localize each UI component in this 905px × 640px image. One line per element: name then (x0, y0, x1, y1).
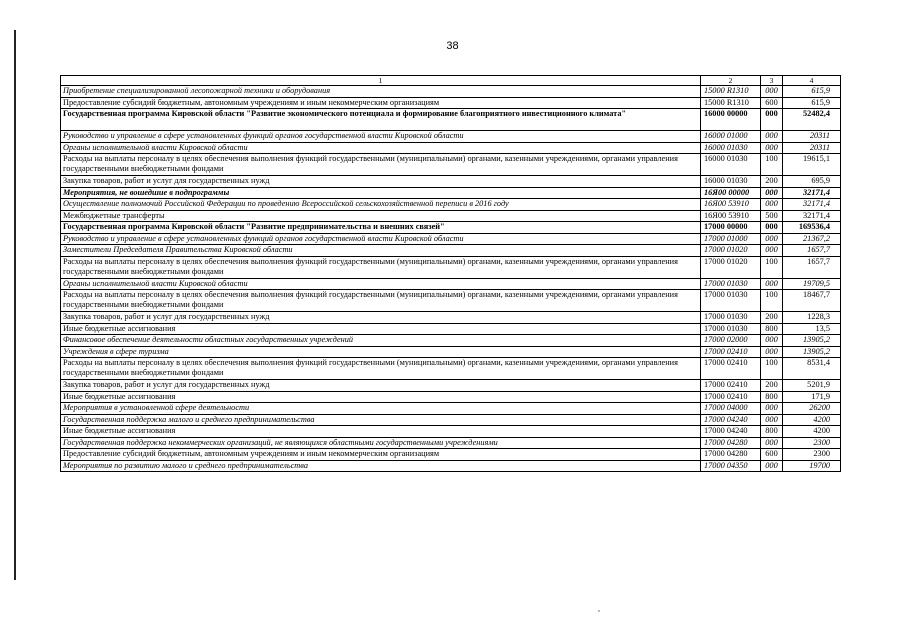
row-amount-cell: 18467,7 (783, 290, 841, 312)
row-name-cell: Учреждения в сфере туризма (61, 346, 701, 358)
row-name-cell: Закупка товаров, работ и услуг для государственных нужд (61, 312, 701, 324)
row-type-cell: 000 (761, 109, 783, 131)
table-row (61, 222, 841, 234)
table-row (61, 414, 841, 426)
row-code-cell: 16000 01030 (701, 142, 761, 154)
row-name-cell: Руководство и управление в сфере установленных функций органов государственной власти Кировской области (61, 233, 701, 245)
row-code-cell: 17000 04000 (701, 403, 761, 415)
row-code-cell: 17000 01030 (701, 312, 761, 324)
row-amount-cell: 19709,5 (783, 278, 841, 290)
row-code-cell: 17000 02000 (701, 335, 761, 347)
row-code-cell: 17000 01030 (701, 278, 761, 290)
row-name-cell: Межбюджетные трансферты (61, 210, 701, 222)
row-name-cell: Расходы на выплаты персоналу в целях обеспечения выполнения функций государственными (муниципальными) органами, казенными учреждениями, органами управления государственными внебюджетными фондами (61, 256, 701, 278)
budget-table (60, 75, 841, 472)
row-name-cell: Закупка товаров, работ и услуг для государственных нужд (61, 176, 701, 188)
row-name-cell: Предоставление субсидий бюджетным, автономным учреждениям и иным некоммерческим организациям (61, 449, 701, 461)
row-code-cell: 17000 01020 (701, 256, 761, 278)
row-type-cell: 000 (761, 346, 783, 358)
row-name-cell: Финансовое обеспечение деятельности областных государственных учреждений (61, 335, 701, 347)
row-code-cell: 17000 01000 (701, 233, 761, 245)
row-code-cell: 17000 00000 (701, 222, 761, 234)
row-code-cell: 17000 02410 (701, 391, 761, 403)
header-col-2: 2 (701, 76, 761, 86)
table-row (61, 312, 841, 324)
table-row (61, 245, 841, 257)
row-amount-cell: 615,9 (783, 97, 841, 109)
row-amount-cell: 5201,9 (783, 380, 841, 392)
row-name-cell: Государственная программа Кировской области "Развитие предпринимательства и внешних связей" (61, 222, 701, 234)
row-type-cell: 600 (761, 449, 783, 461)
row-type-cell: 000 (761, 199, 783, 211)
table-row (61, 109, 841, 131)
row-amount-cell: 20311 (783, 131, 841, 143)
row-type-cell: 600 (761, 97, 783, 109)
row-code-cell: 17000 02410 (701, 380, 761, 392)
row-type-cell: 000 (761, 335, 783, 347)
row-code-cell: 17000 02410 (701, 358, 761, 380)
table-row (61, 278, 841, 290)
row-amount-cell: 13905,2 (783, 346, 841, 358)
row-type-cell: 200 (761, 176, 783, 188)
row-type-cell: 100 (761, 358, 783, 380)
row-code-cell: 17000 04240 (701, 426, 761, 438)
row-amount-cell: 1228,3 (783, 312, 841, 324)
scan-speck (598, 610, 600, 612)
row-code-cell: 17000 04280 (701, 437, 761, 449)
row-type-cell: 000 (761, 403, 783, 415)
row-amount-cell: 1657,7 (783, 256, 841, 278)
table-row (61, 460, 841, 472)
row-name-cell: Мероприятия по развитию малого и среднего предпринимательства (61, 460, 701, 472)
row-code-cell: 17000 02410 (701, 346, 761, 358)
row-amount-cell: 4200 (783, 414, 841, 426)
row-type-cell: 000 (761, 142, 783, 154)
row-amount-cell: 26200 (783, 403, 841, 415)
row-type-cell: 200 (761, 312, 783, 324)
row-name-cell: Предоставление субсидий бюджетным, автономным учреждениям и иным некоммерческим организациям (61, 97, 701, 109)
row-amount-cell: 1657,7 (783, 245, 841, 257)
row-name-cell: Расходы на выплаты персоналу в целях обеспечения выполнения функций государственными (муниципальными) органами, казенными учреждениями, органами управления государственными внебюджетными фондами (61, 290, 701, 312)
row-code-cell: 16Я00 53910 (701, 199, 761, 211)
row-code-cell: 17000 01030 (701, 290, 761, 312)
row-name-cell: Иные бюджетные ассигнования (61, 323, 701, 335)
table-row (61, 154, 841, 176)
row-type-cell: 000 (761, 460, 783, 472)
page-number: 38 (446, 40, 459, 52)
row-code-cell: 17000 04240 (701, 414, 761, 426)
row-type-cell: 800 (761, 323, 783, 335)
table-row (61, 391, 841, 403)
row-amount-cell: 32171,4 (783, 199, 841, 211)
table-row (61, 199, 841, 211)
row-name-cell: Мероприятия, не вошедшие в подпрограммы (61, 187, 701, 199)
row-amount-cell: 695,9 (783, 176, 841, 188)
row-name-cell: Органы исполнительной власти Кировской области (61, 142, 701, 154)
row-name-cell: Мероприятия в установленной сфере деятельности (61, 403, 701, 415)
row-code-cell: 16000 01030 (701, 176, 761, 188)
row-amount-cell: 2300 (783, 437, 841, 449)
row-type-cell: 100 (761, 290, 783, 312)
row-code-cell: 17000 04350 (701, 460, 761, 472)
row-type-cell: 000 (761, 131, 783, 143)
row-amount-cell: 32171,4 (783, 187, 841, 199)
row-amount-cell: 19615,1 (783, 154, 841, 176)
row-type-cell: 800 (761, 391, 783, 403)
row-name-cell: Государственная поддержка малого и среднего предпринимательства (61, 414, 701, 426)
row-code-cell: 17000 04280 (701, 449, 761, 461)
table-row (61, 426, 841, 438)
row-type-cell: 800 (761, 426, 783, 438)
table-row (61, 403, 841, 415)
row-name-cell: Руководство и управление в сфере установленных функций органов государственной власти Кировской области (61, 131, 701, 143)
row-name-cell: Расходы на выплаты персоналу в целях обеспечения выполнения функций государственными (муниципальными) органами, казенными учреждениями, органами управления государственными внебюджетными фондами (61, 358, 701, 380)
row-code-cell: 17000 01030 (701, 323, 761, 335)
row-type-cell: 000 (761, 86, 783, 98)
row-type-cell: 100 (761, 154, 783, 176)
table-row (61, 210, 841, 222)
table-row (61, 449, 841, 461)
row-type-cell: 000 (761, 414, 783, 426)
header-col-1: 1 (61, 76, 701, 86)
row-type-cell: 000 (761, 222, 783, 234)
row-amount-cell: 20311 (783, 142, 841, 154)
row-code-cell: 15000 R1310 (701, 97, 761, 109)
row-name-cell: Закупка товаров, работ и услуг для государственных нужд (61, 380, 701, 392)
table-row (61, 187, 841, 199)
row-type-cell: 500 (761, 210, 783, 222)
table-row (61, 437, 841, 449)
table-row (61, 256, 841, 278)
table-row (61, 142, 841, 154)
row-type-cell: 000 (761, 233, 783, 245)
table-row (61, 335, 841, 347)
row-name-cell: Иные бюджетные ассигнования (61, 426, 701, 438)
header-col-3: 3 (761, 76, 783, 86)
row-amount-cell: 13905,2 (783, 335, 841, 347)
table-row (61, 233, 841, 245)
row-name-cell: Заместители Председателя Правительства Кировской области (61, 245, 701, 257)
row-amount-cell: 32171,4 (783, 210, 841, 222)
row-name-cell: Осуществление полномочий Российской Федерации по проведению Всероссийской сельскохозяйственной переписи в 2016 году (61, 199, 701, 211)
row-code-cell: 16Я00 53910 (701, 210, 761, 222)
table-row (61, 358, 841, 380)
table-row (61, 346, 841, 358)
left-margin-line (14, 30, 16, 580)
row-type-cell: 100 (761, 256, 783, 278)
row-amount-cell: 2300 (783, 449, 841, 461)
row-name-cell: Государственная программа Кировской области "Развитие экономического потенциала и формирование благоприятного инвестиционного климата" (61, 109, 701, 131)
row-code-cell: 17000 01020 (701, 245, 761, 257)
table-row (61, 176, 841, 188)
row-amount-cell: 615,9 (783, 86, 841, 98)
table-row (61, 97, 841, 109)
row-type-cell: 200 (761, 380, 783, 392)
row-type-cell: 000 (761, 245, 783, 257)
row-amount-cell: 4200 (783, 426, 841, 438)
table-row (61, 290, 841, 312)
row-amount-cell: 169536,4 (783, 222, 841, 234)
row-name-cell: Приобретение специализированной лесопожарной техники и оборудования (61, 86, 701, 98)
header-col-4: 4 (783, 76, 841, 86)
row-code-cell: 15000 R1310 (701, 86, 761, 98)
row-name-cell: Органы исполнительной власти Кировской области (61, 278, 701, 290)
table-header-row (61, 76, 841, 86)
row-code-cell: 16000 01030 (701, 154, 761, 176)
row-name-cell: Расходы на выплаты персоналу в целях обеспечения выполнения функций государственными (муниципальными) органами, казенными учреждениями, органами управления государственными внебюджетными фондами (61, 154, 701, 176)
row-amount-cell: 19700 (783, 460, 841, 472)
row-amount-cell: 13,5 (783, 323, 841, 335)
row-type-cell: 000 (761, 278, 783, 290)
row-amount-cell: 52482,4 (783, 109, 841, 131)
row-amount-cell: 8531,4 (783, 358, 841, 380)
row-amount-cell: 171,9 (783, 391, 841, 403)
row-code-cell: 16000 01000 (701, 131, 761, 143)
table-row (61, 323, 841, 335)
row-type-cell: 000 (761, 187, 783, 199)
table-row (61, 131, 841, 143)
table-row (61, 380, 841, 392)
row-type-cell: 000 (761, 437, 783, 449)
row-amount-cell: 21367,2 (783, 233, 841, 245)
row-code-cell: 16000 00000 (701, 109, 761, 131)
row-name-cell: Иные бюджетные ассигнования (61, 391, 701, 403)
row-name-cell: Государственная поддержка некоммерческих организаций, не являющихся областными государственными учреждениями (61, 437, 701, 449)
row-code-cell: 16Я00 00000 (701, 187, 761, 199)
table-row (61, 86, 841, 98)
